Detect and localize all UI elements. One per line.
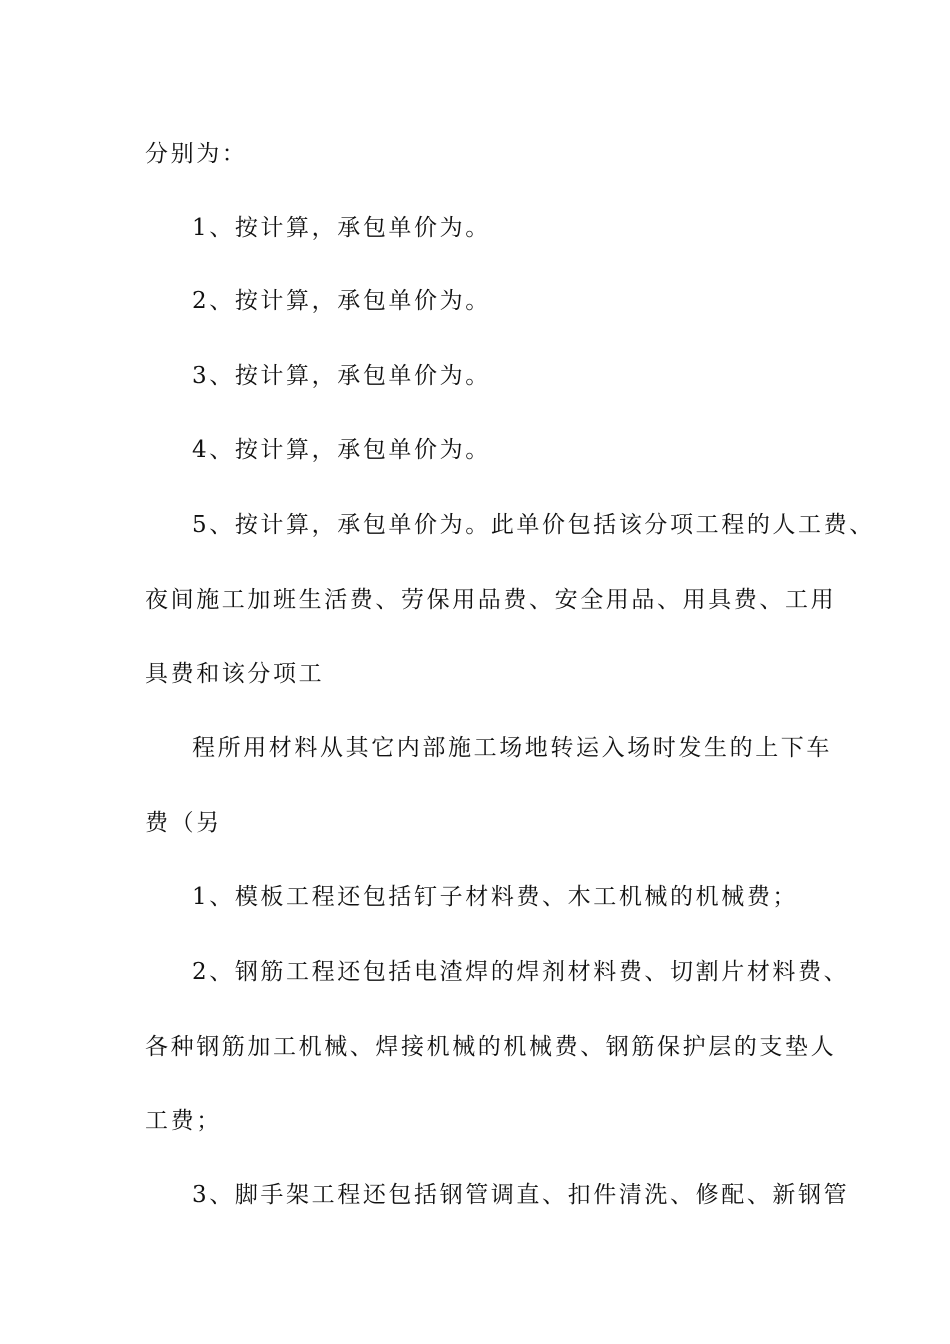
text-line-1: 分别为： <box>145 141 248 167</box>
text-line-2: 1、按计算，承包单价为。 <box>192 215 491 241</box>
text-line-13: 各种钢筋加工机械、焊接机械的机械费、钢筋保护层的支垫人 <box>145 1034 837 1060</box>
text-line-15: 3、脚手架工程还包括钢管调直、扣件清洗、修配、新钢管 <box>192 1182 850 1208</box>
text-line-14: 工费； <box>145 1108 222 1134</box>
text-line-6: 5、按计算，承包单价为。此单价包括该分项工程的人工费、 <box>192 512 875 538</box>
text-line-12: 2、钢筋工程还包括电渣焊的焊剂材料费、切割片材料费、 <box>192 959 850 985</box>
text-line-8: 具费和该分项工 <box>145 661 325 687</box>
text-line-10: 费（另 <box>145 810 222 836</box>
text-line-9: 程所用材料从其它内部施工场地转运入场时发生的上下车 <box>192 735 832 761</box>
text-line-4: 3、按计算，承包单价为。 <box>192 363 491 389</box>
text-line-5: 4、按计算，承包单价为。 <box>192 437 491 463</box>
text-line-11: 1、模板工程还包括钉子材料费、木工机械的机械费； <box>192 884 799 910</box>
text-line-3: 2、按计算，承包单价为。 <box>192 288 491 314</box>
text-line-7: 夜间施工加班生活费、劳保用品费、安全用品、用具费、工用 <box>145 587 837 613</box>
